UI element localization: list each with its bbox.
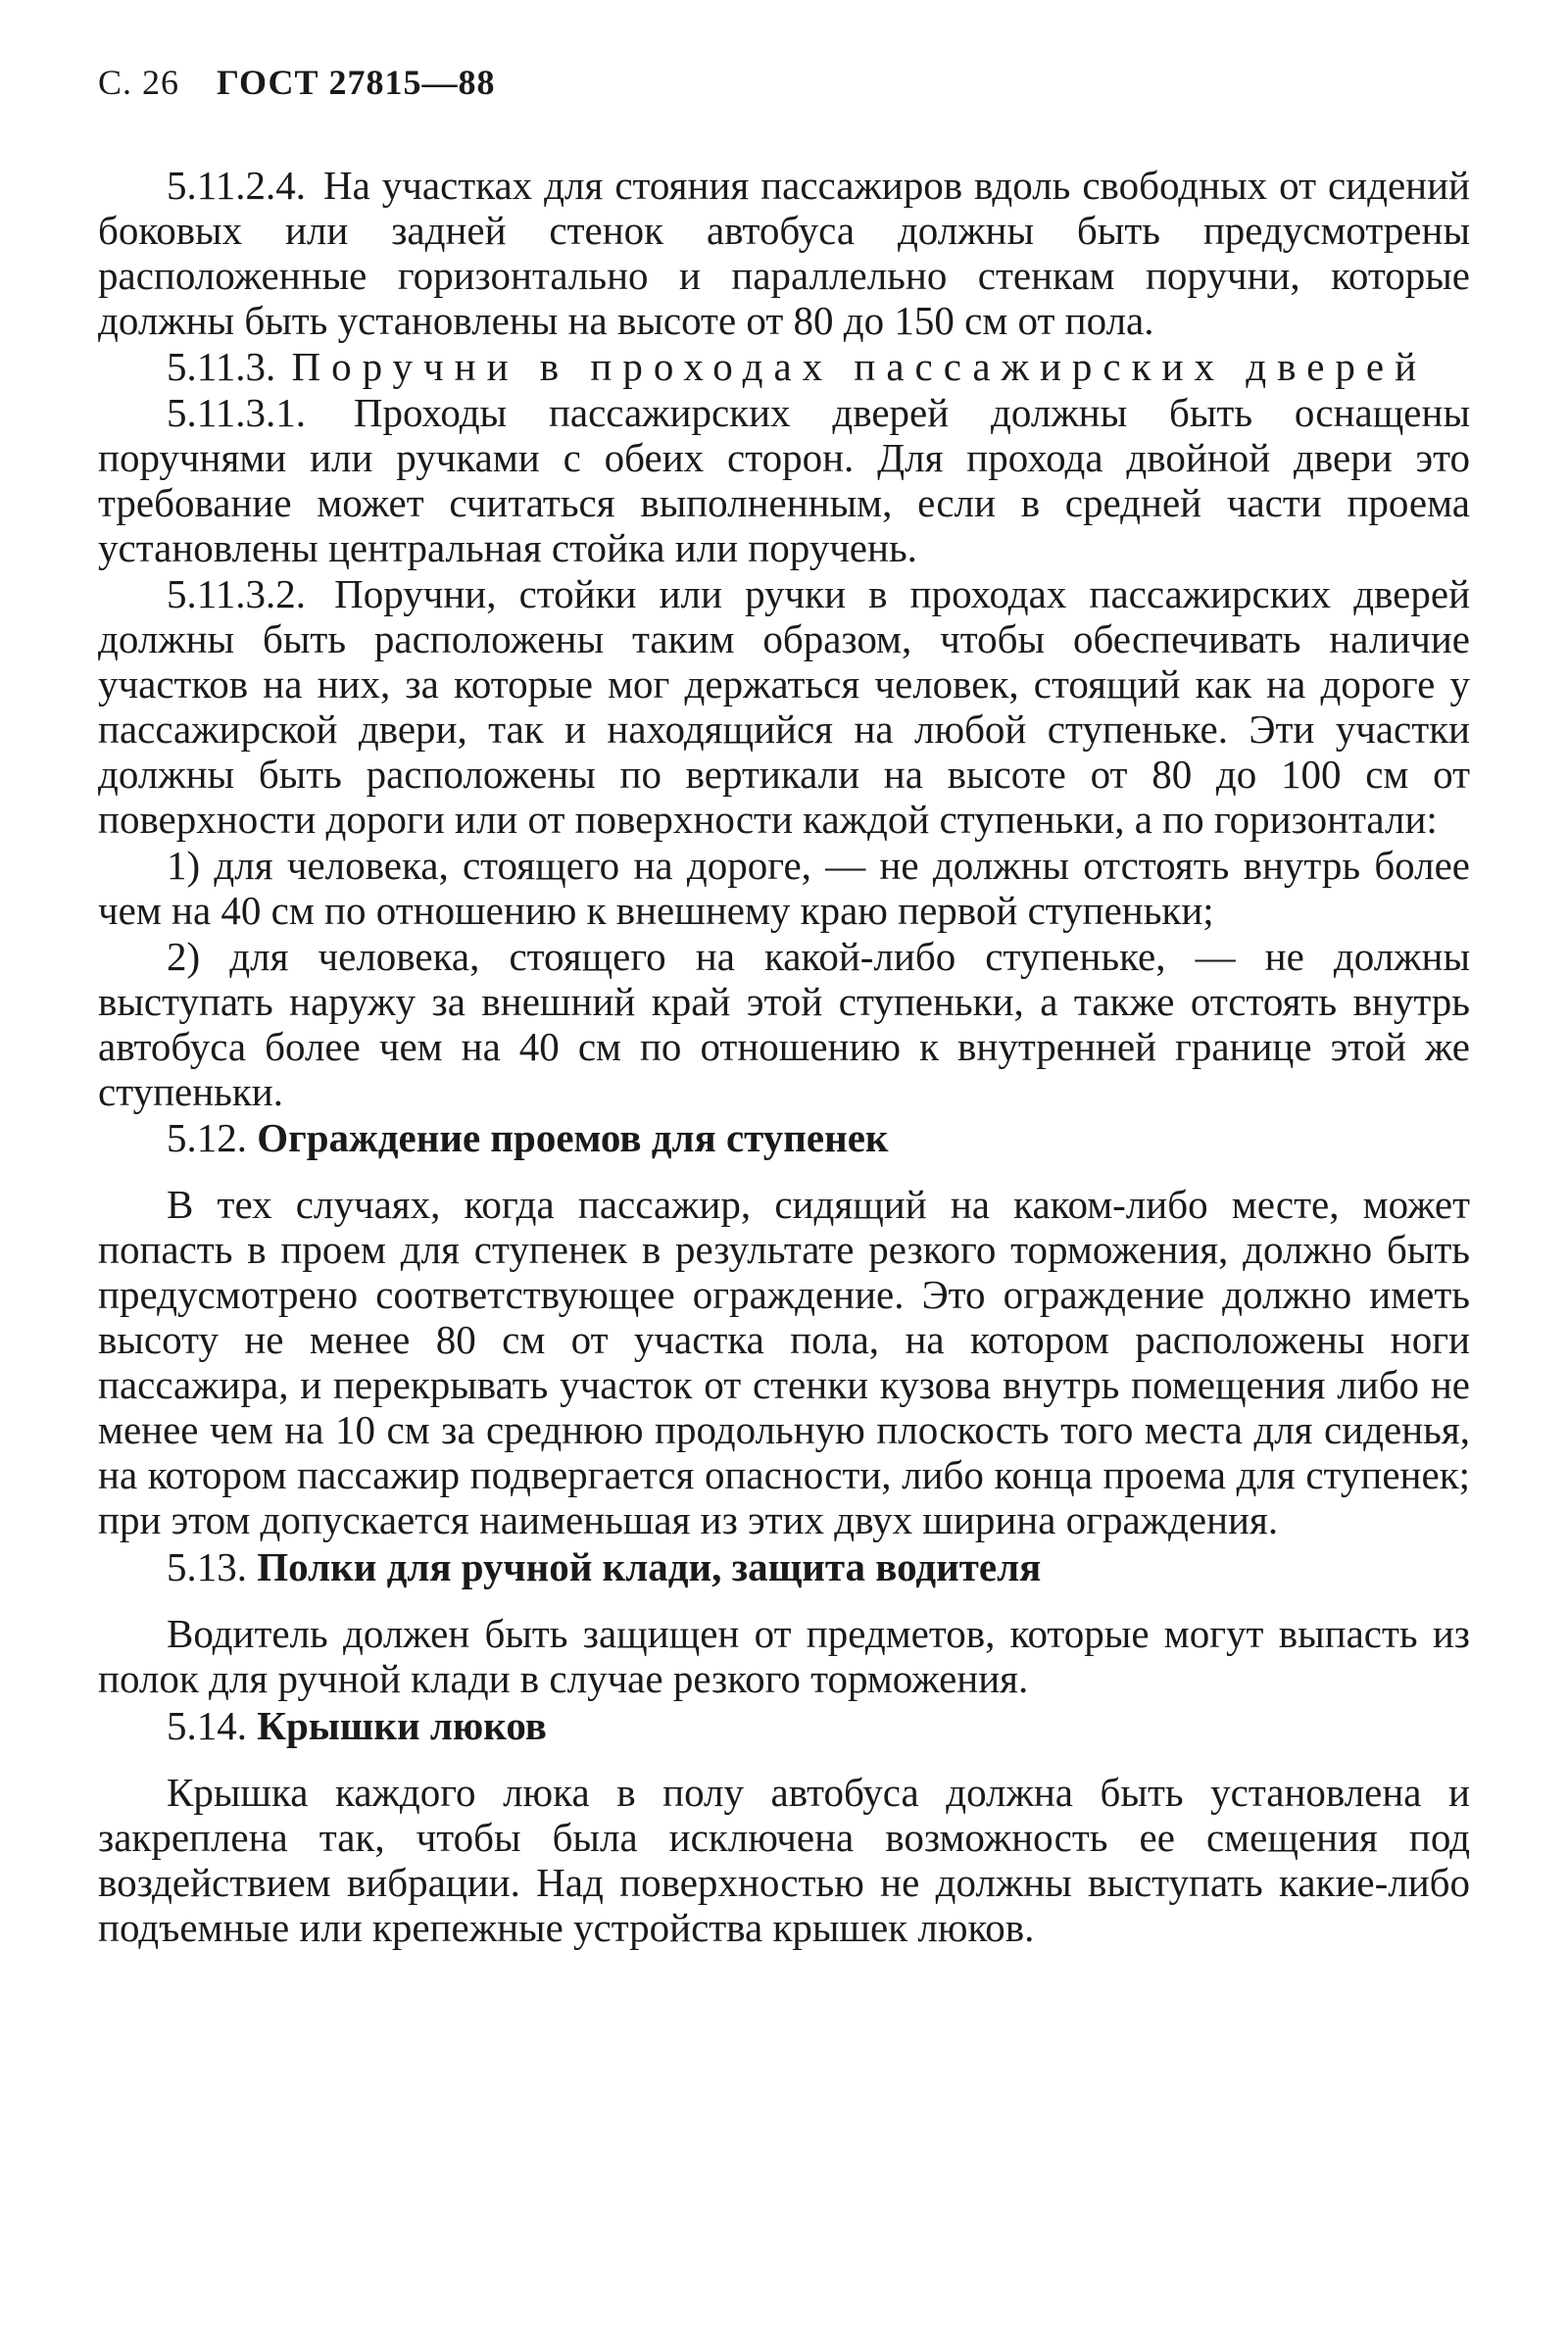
clause-text: На участках для стояния пассажиров вдоль свободных от сидений боковых или задней стенок автобуса должны быть предусмотрены расположенные горизонтально и параллельно стенкам поручни, которые должны быть установлены на высоте от 80 до 150 см от пола. (98, 163, 1470, 343)
section-5-13-text: Водитель должен быть защищен от предметов, которые могут выпасть из полок для ручной клади в случае резкого торможения. (98, 1611, 1470, 1701)
section-heading-5-12 (98, 1115, 1470, 1160)
page-header (98, 59, 1470, 106)
section-number: 5.13. (167, 1544, 247, 1589)
section-title: Ограждение проемов для ступенек (257, 1115, 889, 1160)
standard-code: ГОСТ 27815—88 (217, 63, 496, 102)
section-title: Крышки люков (257, 1703, 547, 1748)
clause-title-spaced: Поручни в проходах пассажирских дверей (291, 344, 1428, 389)
clause-number: 5.11.3. (167, 344, 276, 389)
section-heading-5-13 (98, 1544, 1470, 1589)
clause-5-11-3-2 (98, 571, 1470, 842)
clause-text: Проходы пассажирских дверей должны быть оснащены поручнями или ручками с обеих сторон. Для прохода двойной двери это требование может считаться выполненным, если в средней части проема установлены центральная стойка или поручень. (98, 390, 1470, 570)
section-number: 5.14. (167, 1703, 247, 1748)
clause-number: 5.11.3.1. (167, 390, 306, 435)
list-item-1: 1) для человека, стоящего на дороге, — не должны отстоять внутрь более чем на 40 см по отношению к внешнему краю первой ступеньки; (98, 843, 1470, 933)
section-number: 5.12. (167, 1115, 247, 1160)
list-item-2: 2) для человека, стоящего на какой-либо ступеньке, — не должны выступать наружу за внешний край этой ступеньки, а также отстоять внутрь автобуса более чем на 40 см по отношению к внутренней границе этой же ступеньки. (98, 934, 1470, 1114)
section-heading-5-14 (98, 1703, 1470, 1748)
section-title: Полки для ручной клади, защита водителя (257, 1544, 1042, 1589)
clause-5-11-2-4 (98, 163, 1470, 343)
document-page (98, 59, 1470, 1951)
clause-5-11-3 (98, 344, 1470, 389)
clause-5-11-3-1 (98, 390, 1470, 570)
section-5-12-text: В тех случаях, когда пассажир, сидящий на каком-либо месте, может попасть в проем для ступенек в результате резкого торможения, должно быть предусмотрено соответствующее ограждение. Это ограждение должно иметь высоту не менее 80 см от участка пола, на котором расположены ноги пассажира, и перекрывать участок от стенки кузова внутрь помещения либо не менее чем на 10 см за среднюю продольную плоскость того места для сиденья, на котором пассажир подвергается опасности, либо конца проема для ступенек; при этом допускается наименьшая из этих двух ширина ограждения. (98, 1182, 1470, 1542)
clause-text: Поручни, стойки или ручки в проходах пассажирских дверей должны быть расположены таким образом, чтобы обеспечивать наличие участков на них, за которые мог держаться человек, стоящий как на дороге у пассажирской двери, так и находящийся на любой ступеньке. Эти участки должны быть расположены по вертикали на высоте от 80 до 100 см от поверхности дороги или от поверхности каждой ступеньки, а по горизонтали: (98, 571, 1471, 842)
clause-number: 5.11.3.2. (167, 571, 306, 616)
page-number: С. 26 (98, 63, 180, 102)
clause-number: 5.11.2.4. (167, 163, 306, 208)
section-5-14-text: Крышка каждого люка в полу автобуса должна быть установлена и закреплена так, чтобы была исключена возможность ее смещения под воздействием вибрации. Над поверхностью не должны выступать какие-либо подъемные или крепежные устройства крышек люков. (98, 1770, 1470, 1950)
